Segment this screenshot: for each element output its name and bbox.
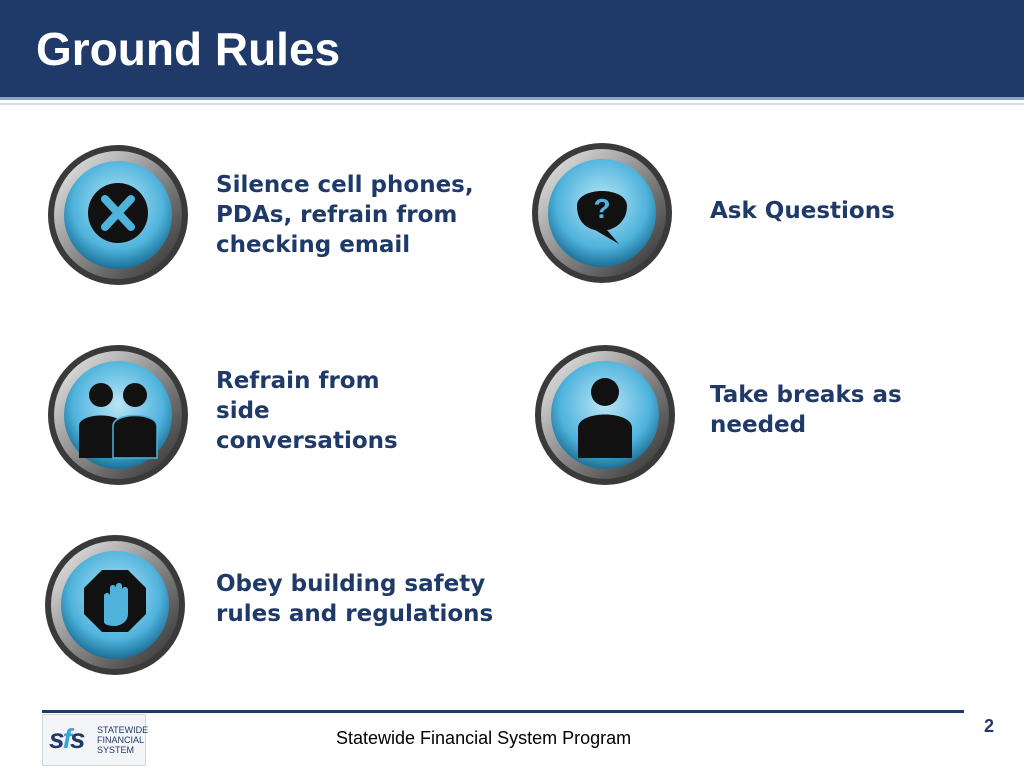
rule-conversations-text: Refrain from side conversations xyxy=(216,368,398,454)
rule-questions-text: Ask Questions xyxy=(710,198,895,224)
footer-divider xyxy=(42,710,964,713)
x-icon xyxy=(43,140,193,290)
rule-silence-text: Silence cell phones, PDAs, refrain from checking email xyxy=(216,172,474,258)
sfs-logo-wordmark: STATEWIDE FINANCIAL SYSTEM xyxy=(97,725,149,755)
question-speech-icon xyxy=(527,138,677,288)
page-number: 2 xyxy=(984,716,995,736)
stop-hand-icon xyxy=(40,530,190,680)
sfs-logo xyxy=(42,714,149,766)
sfs-logo-mark: sfs xyxy=(49,723,84,754)
rule-safety-text: Obey building safety rules and regulations xyxy=(216,571,494,627)
person-icon xyxy=(530,340,680,490)
header-divider xyxy=(0,103,1024,105)
svg-text:?: ? xyxy=(593,193,611,224)
slide-title: Ground Rules xyxy=(36,23,341,75)
rule-breaks-text: Take breaks as needed xyxy=(710,382,902,438)
slide-header xyxy=(0,0,1024,100)
two-people-icon xyxy=(43,340,193,490)
footer-program-name: Statewide Financial System Program xyxy=(336,728,632,748)
